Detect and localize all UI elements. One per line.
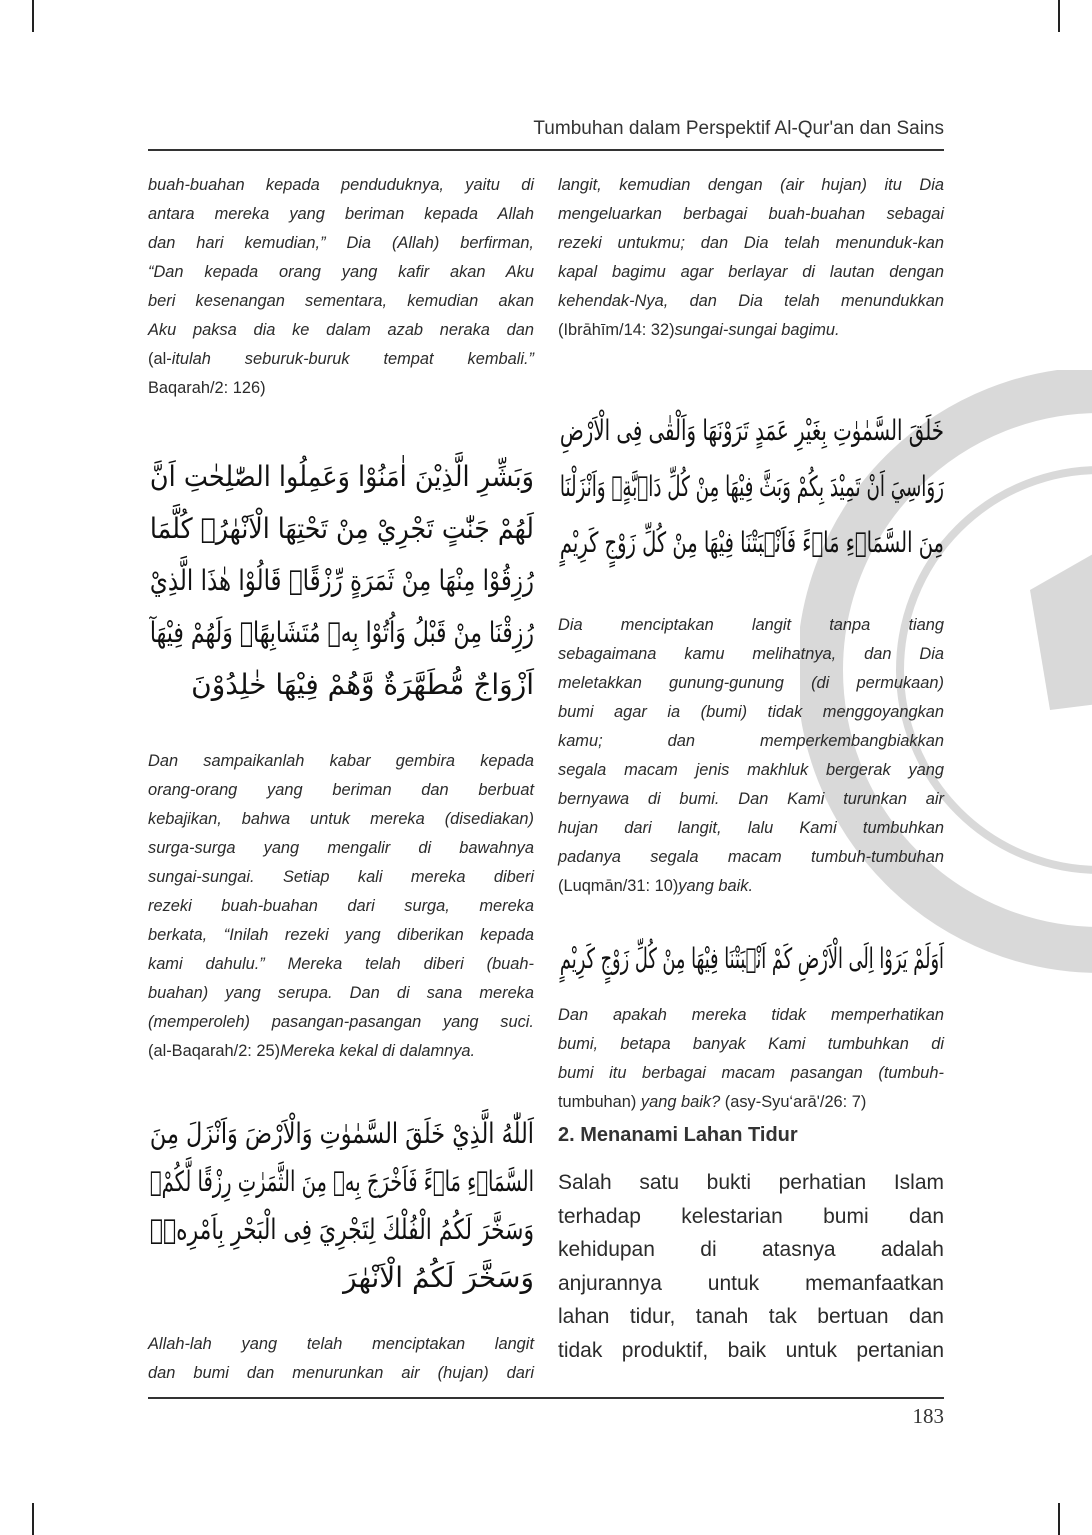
text-line xyxy=(558,785,944,814)
arabic-verse xyxy=(148,451,534,711)
italic-text: itulah seburuk-buruk tempat kembali.” xyxy=(171,350,534,368)
text-line xyxy=(148,979,534,1008)
italic-text: orang-orang yang beriman dan berbuat xyxy=(148,781,534,799)
italic-text: buah-buahan kepada penduduknya, yaitu di xyxy=(148,176,534,194)
text-line xyxy=(148,1008,534,1037)
text-line xyxy=(558,1166,944,1200)
paragraph xyxy=(148,171,534,403)
citation-text: tumbuhan) xyxy=(558,1093,641,1111)
text-line xyxy=(558,316,944,345)
footer-rule xyxy=(148,1397,944,1399)
text-line xyxy=(558,843,944,872)
text-line xyxy=(148,950,534,979)
text-line xyxy=(558,287,944,316)
text-line xyxy=(558,669,944,698)
text-line xyxy=(558,1334,944,1368)
italic-text: kami dahulu.” Mereka telah diberi (buah- xyxy=(148,955,534,973)
text-line xyxy=(558,200,944,229)
text-line xyxy=(148,834,534,863)
arabic-verse xyxy=(558,933,944,985)
text-line xyxy=(558,756,944,785)
citation-text: Baqarah/2: 126) xyxy=(148,379,266,397)
arabic-line: وَسَخَّرَ لَكُمُ الْاَنْهٰرَ xyxy=(343,1261,534,1294)
italic-text: kamu; dan memperkembangbiakkan xyxy=(558,732,944,750)
text-line xyxy=(558,1200,944,1234)
citation-text: tidak produktif, baik untuk pertanian xyxy=(558,1338,944,1362)
italic-text: rezeki untukmu; dan Dia telah menunduk-kan xyxy=(558,234,944,252)
arabic-line: وَبَشِّرِ الَّذِيْنَ اٰمَنُوْا وَعَمِلُوا الصّٰلِحٰتِ اَنَّ xyxy=(149,460,535,493)
citation-text: kehidupan di atasnya adalah xyxy=(558,1238,944,1261)
text-line xyxy=(148,258,534,287)
text-line xyxy=(148,229,534,258)
paragraph xyxy=(558,1001,944,1117)
arabic-line: رُزِقُوْا مِنْهَا مِنْ ثَمَرَةٍ رِّزْقًاۙ قَالُوْا هٰذَا الَّذِيْ xyxy=(149,564,535,597)
italic-text: padanya segala macam tumbuh-tumbuhan xyxy=(558,848,944,866)
text-line xyxy=(558,229,944,258)
arabic-line: رُزِقْنَا مِنْ قَبْلُ وَاُتُوْا بِهٖ مُتَشَابِهًاۗ وَلَهُمْ فِيْهَآ xyxy=(149,616,534,649)
citation-text: terhadap kelestarian bumi dan xyxy=(558,1204,944,1228)
citation-text: Salah satu bukti perhatian Islam xyxy=(558,1171,944,1194)
italic-text: langit, kemudian dengan (air hujan) itu Dia xyxy=(558,176,944,194)
text-line xyxy=(558,1059,944,1088)
italic-text: berkata, “Inilah rezeki yang diberikan kepada xyxy=(148,926,534,944)
text-line xyxy=(558,1300,944,1334)
arabic-verse xyxy=(148,1110,534,1302)
paragraph xyxy=(558,611,944,901)
italic-text: sebagaimana kamu melihatnya, dan Dia xyxy=(558,645,944,663)
running-header: Tumbuhan dalam Perspektif Al-Qur'an dan Sains xyxy=(533,118,944,139)
citation-text: (Luqmān/31: 10) xyxy=(558,877,679,895)
text-line xyxy=(148,316,534,345)
text-line xyxy=(148,747,534,776)
arabic-line: اَللّٰهُ الَّذِيْ خَلَقَ السَّمٰوٰتِ وَالْاَرْضَ وَاَنْزَلَ مِنَ xyxy=(149,1117,535,1150)
arabic-line: رَوَاسِيَ اَنْ تَمِيْدَ بِكُمْ وَبَثَّ فِيْهَا مِنْ كُلِّ دَاۤبَّةٍۗ وَاَنْزَلْنَا xyxy=(559,470,944,503)
paragraph xyxy=(148,1330,534,1388)
italic-text: Mereka kekal di dalamnya. xyxy=(280,1042,476,1060)
citation-text: anjurannya untuk memanfaatkan xyxy=(558,1271,944,1295)
italic-text: hujan dari langit, lalu Kami tumbuhkan xyxy=(558,819,944,837)
text-line xyxy=(148,921,534,950)
italic-text: Dia menciptakan langit tanpa tiang xyxy=(558,616,944,634)
arabic-line: السَّمَاۤءِ مَاۤءً فَاَخْرَجَ بِهٖ مِنَ الثَّمَرٰتِ رِزْقًا لَّكُمْۚ xyxy=(149,1165,534,1198)
text-line xyxy=(148,345,534,374)
left-column xyxy=(148,171,534,1388)
italic-text: sungai-sungai bagimu. xyxy=(674,321,840,339)
citation-text: lahan tidur, tanah tak bertuan dan xyxy=(558,1305,944,1328)
italic-text: dan hari kemudian,” Dia (Allah) berfirman, xyxy=(148,234,534,252)
italic-text: (memperoleh) pasangan-pasangan yang suci. xyxy=(148,1013,534,1031)
paragraph xyxy=(558,1166,944,1367)
text-line xyxy=(148,200,534,229)
text-line xyxy=(558,611,944,640)
italic-text: Aku paksa dia ke dalam azab neraka dan xyxy=(148,321,534,339)
italic-text: Dan sampaikanlah kabar gembira kepada xyxy=(148,752,534,770)
text-line xyxy=(558,872,944,901)
right-column xyxy=(558,171,944,1117)
arabic-line: خَلَقَ السَّمٰوٰتِ بِغَيْرِ عَمَدٍ تَرَوْنَهَا وَاَلْقٰى فِى الْاَرْضِ xyxy=(559,414,944,447)
citation-text: (asy-Syu‘arā'/26: 7) xyxy=(724,1093,867,1111)
section-heading: 2. Menanami Lahan Tidur xyxy=(558,1124,798,1146)
arabic-line: لَهُمْ جَنّٰتٍ تَجْرِيْ مِنْ تَحْتِهَا الْاَنْهٰرُۗ كُلَّمَا xyxy=(149,512,534,545)
italic-text: yang baik? xyxy=(640,1093,725,1111)
italic-text: bumi, betapa banyak Kami tumbuhkan di xyxy=(558,1035,944,1053)
text-line xyxy=(148,1330,534,1359)
italic-text: meletakkan gunung-gunung (di permukaan) xyxy=(558,674,944,692)
italic-text: antara mereka yang beriman kepada Allah xyxy=(148,205,534,223)
text-line xyxy=(558,814,944,843)
italic-text: beri kesenangan sementara, kemudian akan xyxy=(148,292,534,310)
text-line xyxy=(148,287,534,316)
text-line xyxy=(558,640,944,669)
italic-text: Dan apakah mereka tidak memperhatikan xyxy=(558,1006,944,1024)
italic-text: yang baik. xyxy=(678,877,753,895)
text-line xyxy=(558,171,944,200)
text-line xyxy=(558,1267,944,1301)
italic-text: sungai-sungai. Setiap kali mereka diberi xyxy=(148,868,534,886)
crop-mark xyxy=(32,0,34,32)
text-line xyxy=(148,374,534,403)
text-line xyxy=(148,1037,534,1066)
italic-text: bumi agar ia (bumi) tidak menggoyangkan xyxy=(558,703,944,721)
text-line xyxy=(148,171,534,200)
arabic-line: مِنَ السَّمَاۤءِ مَاۤءً فَاَنْۢبَتْنَا فِيْهَا مِنْ كُلِّ زَوْجٍ كَرِيْمٍ xyxy=(559,526,944,559)
italic-text: kapal bagimu agar berlayar di lautan dengan xyxy=(558,263,944,281)
citation-text: (al- xyxy=(148,350,172,368)
italic-text: bumi itu berbagai macam pasangan (tumbuh- xyxy=(558,1064,944,1082)
text-line xyxy=(558,727,944,756)
arabic-line: وَسَخَّرَ لَكُمُ الْفُلْكَ لِتَجْرِيَ فِى الْبَحْرِ بِاَمْرِهٖۚ xyxy=(149,1213,534,1246)
italic-text: rezeki buah-buahan dari surga, mereka xyxy=(148,897,534,915)
body-text xyxy=(558,1166,944,1367)
page-number: 183 xyxy=(912,1404,944,1428)
italic-text: dan bumi dan menurunkan air (hujan) dari xyxy=(148,1364,534,1382)
text-line xyxy=(558,258,944,287)
paragraph xyxy=(558,171,944,345)
italic-text: surga-surga yang mengalir di bawahnya xyxy=(148,839,534,857)
italic-text: kehendak-Nya, dan Dia telah menundukkan xyxy=(558,292,944,310)
crop-mark xyxy=(1058,0,1060,32)
arabic-verse xyxy=(558,403,944,571)
italic-text: mengeluarkan berbagai buah-buahan sebagai xyxy=(558,205,944,223)
italic-text: buahan) yang serupa. Dan di sana mereka xyxy=(148,984,534,1002)
text-line xyxy=(148,1359,534,1388)
crop-mark xyxy=(1058,1503,1060,1535)
citation-text: (Ibrāhīm/14: 32) xyxy=(558,321,675,339)
italic-text: Allah-lah yang telah menciptakan langit xyxy=(148,1335,534,1353)
text-line xyxy=(558,1088,944,1117)
text-line xyxy=(558,1233,944,1267)
text-line xyxy=(558,1001,944,1030)
text-line xyxy=(148,863,534,892)
text-line xyxy=(558,698,944,727)
arabic-line: اَزْوَاجٌ مُّطَهَّرَةٌ وَّهُمْ فِيْهَا خٰلِدُوْنَ xyxy=(191,668,534,701)
citation-text: (al-Baqarah/2: 25) xyxy=(148,1042,281,1060)
text-line xyxy=(148,805,534,834)
text-line xyxy=(558,1030,944,1059)
italic-text: bernyawa di bumi. Dan Kami turunkan air xyxy=(558,790,944,808)
italic-text: kebajikan, bahwa untuk mereka (disediakan) xyxy=(148,810,534,828)
text-line xyxy=(148,776,534,805)
arabic-line: اَوَلَمْ يَرَوْا اِلَى الْاَرْضِ كَمْ اَنْۢبَتْنَا فِيْهَا مِنْ كُلِّ زَوْجٍ كَرِيْمٍ xyxy=(559,942,944,975)
header-rule xyxy=(148,149,944,151)
paragraph xyxy=(148,747,534,1066)
italic-text: segala macam jenis makhluk bergerak yang xyxy=(558,761,944,779)
italic-text: “Dan kepada orang yang kafir akan Aku xyxy=(148,263,534,281)
crop-mark xyxy=(32,1503,34,1535)
text-line xyxy=(148,892,534,921)
